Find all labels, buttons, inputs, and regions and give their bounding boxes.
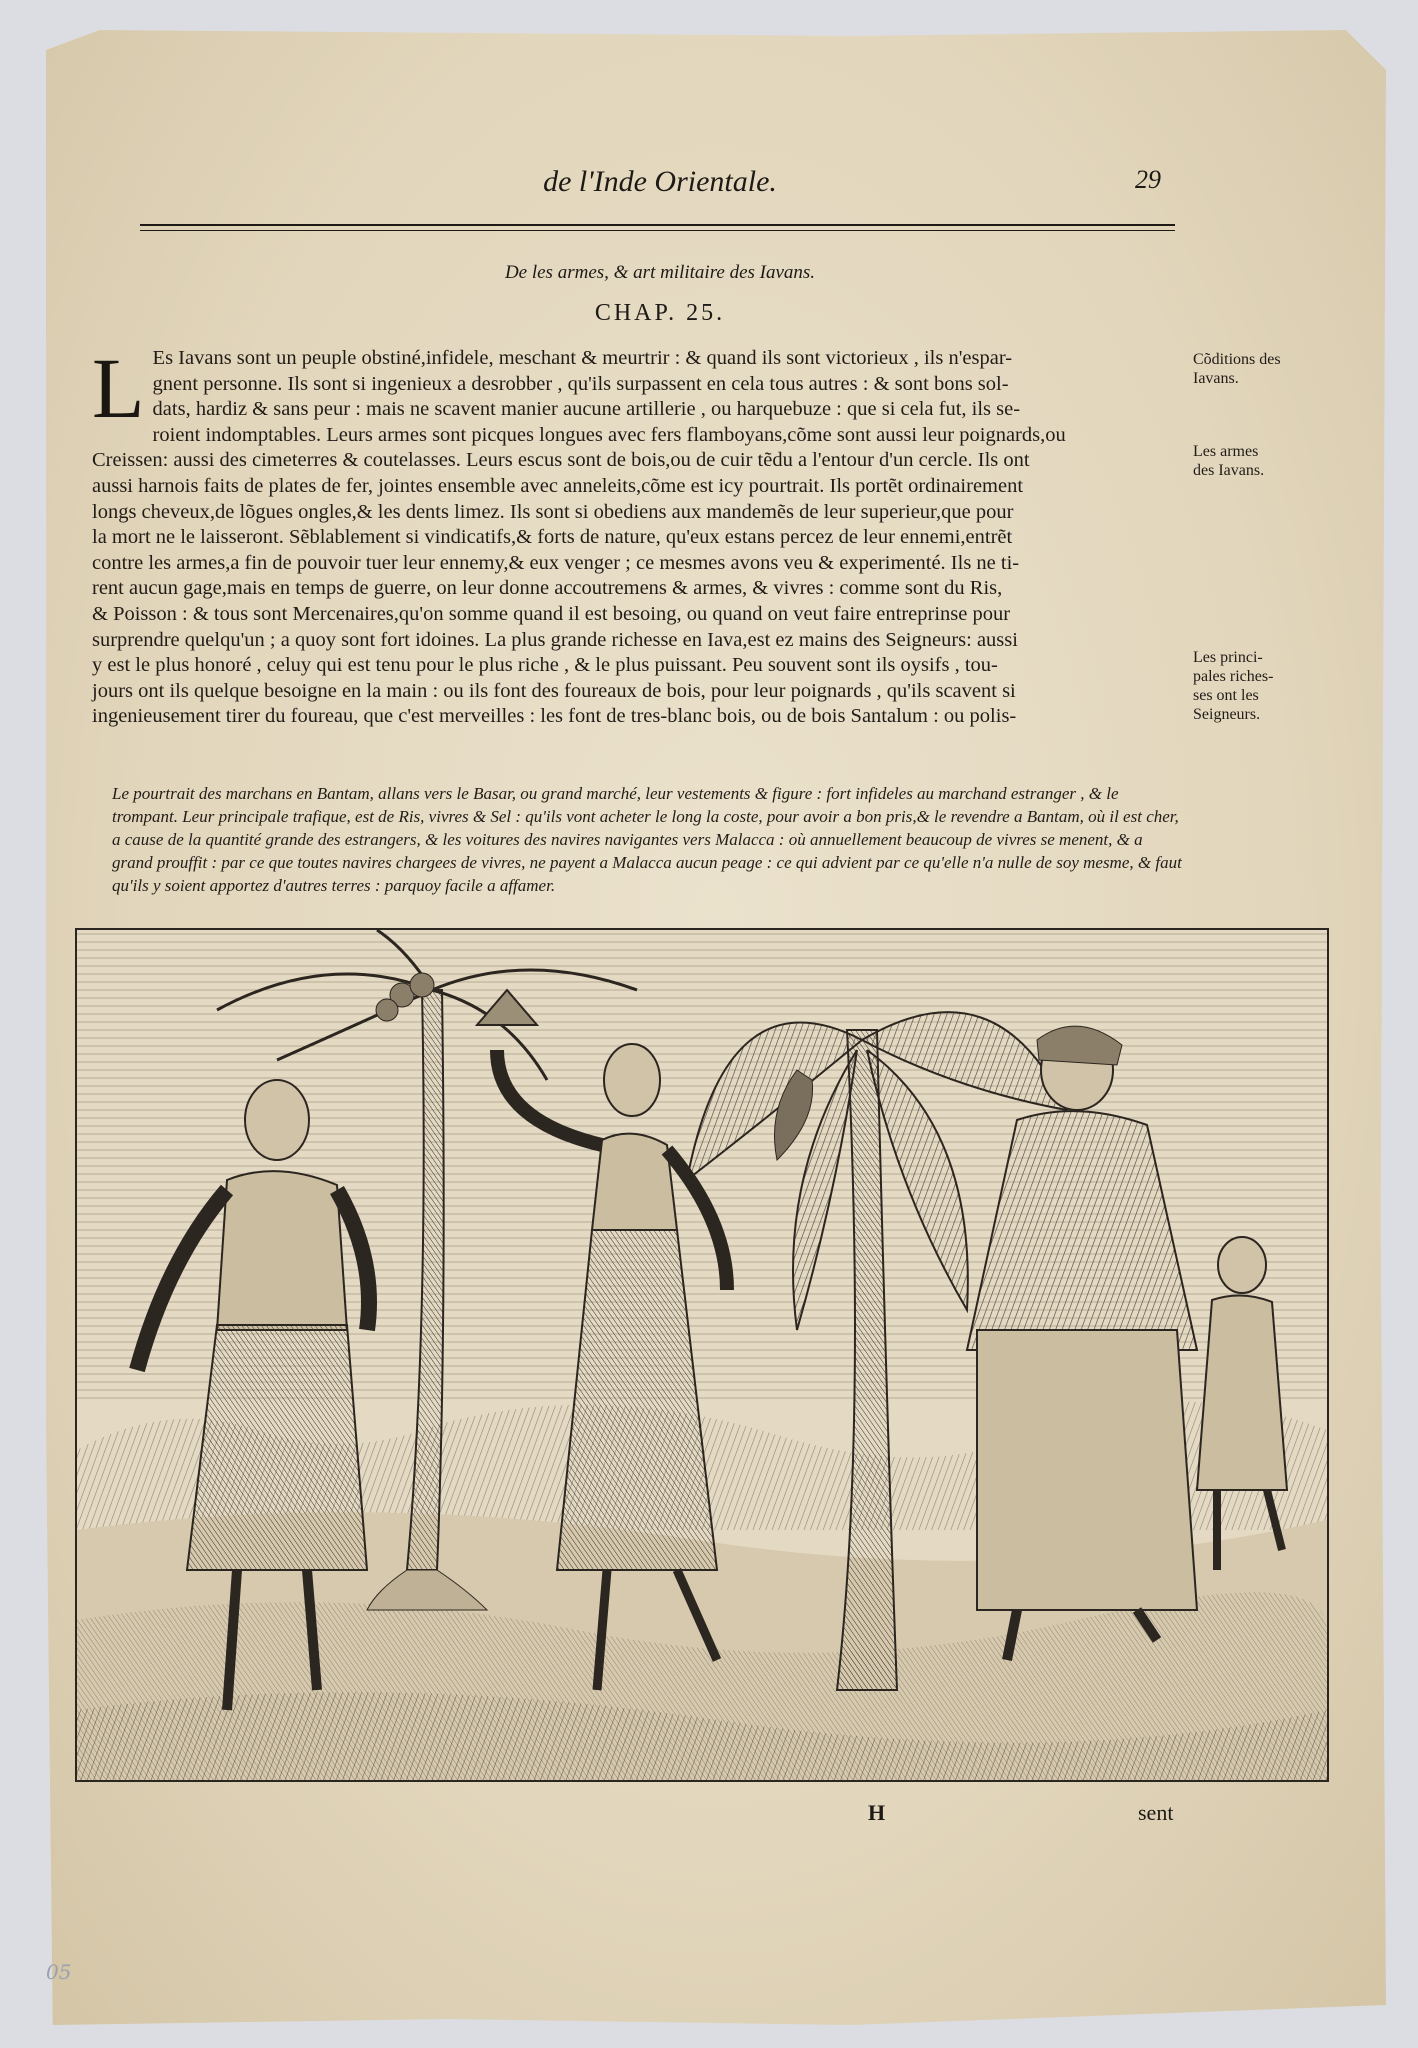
caption-line: qu'ils y soient apportez d'autres terres : parquoy facile a affamer.: [112, 876, 556, 895]
plate-caption: [112, 782, 1284, 897]
body-line: jours ont ils quelque besoigne en la main : ou ils font des foureaux de bois, pour leur poignards , qu'ils scavent si: [92, 679, 1016, 702]
body-line: dats, hardiz & sans peur : mais ne scavent manier aucune artillerie , ou harquebuze : que si cela fut, ils se-: [152, 398, 1021, 421]
body-line: Creissen: aussi des cimeterres & coutelasses. Leurs escus sont de bois,ou de cuir tẽdu a l'entour d'un cercle. Ils ont: [92, 449, 1030, 472]
body-line: la mort ne le laisseront. Sẽblablement si vindicatifs,& forts de nature, qu'eux estans percez de leur ennemi,entrẽt: [92, 526, 1013, 549]
page-number: 29: [1135, 165, 1161, 194]
body-line: y est le plus honoré , celuy qui est tenu pour le plus riche , & le plus puissant. Peu souvent sont ils oysifs , tou-: [92, 654, 998, 677]
caption-line: a cause de la quantité grande des estrangers, & les voitures des navires navigantes vers Malacca : où annuellement beaucoup de vivres se menent, & a: [112, 830, 1143, 849]
drop-cap: L: [92, 340, 145, 436]
margin-note-conditions: Cõditions des Iavans.: [1193, 351, 1281, 387]
header-rule-thin: [140, 230, 1175, 231]
chapter-body: [92, 340, 1182, 730]
caption-line: Le pourtrait des marchans en Bantam, allans vers le Basar, ou grand marché, leur vestements & figure : fort infideles au marchand estranger , & le: [112, 784, 1119, 803]
signature-mark: H: [868, 1800, 886, 1825]
body-line: longs cheveux,de lõgues ongles,& les dents limez. Ils sont si obediens aux mandemẽs de leur superieur,que pour: [92, 500, 1014, 523]
body-line: Es Iavans sont un peuple obstiné,infidele, meschant & meurtrir : & quand ils sont victorieux , ils n'espar-: [152, 347, 1013, 369]
engraving-plate: [75, 928, 1329, 1782]
header-rule: [140, 224, 1175, 226]
body-line: rent aucun gage,mais en temps de guerre, on leur donne accoutremens & armes, & vivres : comme sont du Ris,: [92, 577, 1003, 600]
body-line: gnent personne. Ils sont si ingenieux a desrobber , qu'ils surpassent en cela tous autres : & sont bons sol-: [152, 372, 1009, 395]
engraving-illustration: [77, 930, 1327, 1780]
body-line: roient indomptables. Leurs armes sont picques longues avec fers flamboyans,cõme sont aussi leur poignards,ou: [152, 423, 1066, 446]
body-line: aussi harnois faits de plates de fer, jointes ensemble avec anneleits,cõme est icy pourtrait. Ils portẽt ordinairement: [92, 474, 1024, 497]
body-line: ingenieusement tirer du foureau, que c'est merveilles : les font de tres-blanc bois, ou de bois Santalum : ou polis-: [92, 705, 1017, 728]
pencil-annotation: 05: [46, 1960, 72, 1984]
body-line: & Poisson : & tous sont Mercenaires,qu'on somme quand il est besoing, ou quand on veut faire entreprinse pour: [92, 602, 1011, 625]
margin-note-armes: Les armes des Iavans.: [1193, 443, 1265, 479]
body-line: contre les armes,a fin de pouvoir tuer leur ennemy,& eux venger ; ce mesmes avons veu & experimenté. Ils ne ti-: [92, 551, 1020, 574]
caption-line: trompant. Leur principale trafique, est de Ris, vivres & Sel : qu'ils vont acheter le long la coste, pour avoir a bon pris,& le revendre a Bantam, où il est cher,: [112, 807, 1179, 826]
caption-line: grand prouffit : par ce que toutes navires chargees de vivres, ne payent a Malacca aucun peage : ce qui advient par ce qu'elle n'a nulle de soy mesme, & faut: [112, 853, 1182, 872]
catchword: sent: [1138, 1800, 1174, 1825]
chapter-subtitle: De les armes, & art militaire des Iavans.: [504, 262, 816, 283]
chapter-heading: CHAP. 25.: [594, 300, 726, 326]
margin-note-richesses: Les princi-pales riches-ses ont les Seigneurs.: [1193, 649, 1274, 723]
running-head-title: de l'Inde Orientale.: [543, 165, 777, 198]
body-line: surprendre quelqu'un ; a quoy sont fort idoines. La plus grande richesse en Iava,est ez mains des Seigneurs: aussi: [92, 628, 1018, 651]
